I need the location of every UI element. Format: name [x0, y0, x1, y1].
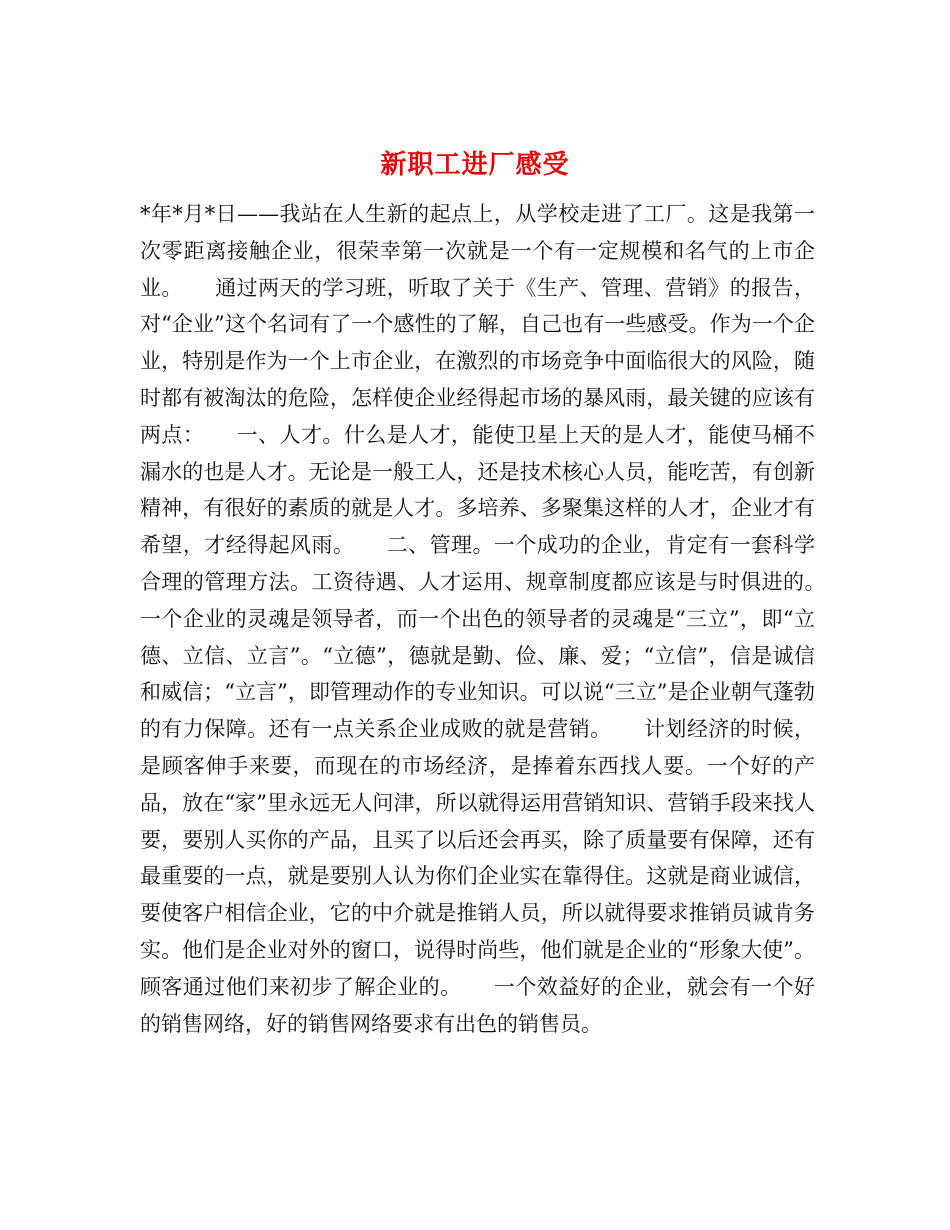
document-body-text: *年*月*日——我站在人生新的起点上，从学校走进了工厂。这是我第一次零距离接触企业，很荣幸第一次就是一个有一定规模和名气的上市企业。 通过两天的学习班，听取了关于《生产、管理、营销》的报告，对“企业”这个名词有了一个感性的了解，自己也有一些感受。作为一个企业，特别是作为一个上市企业，在激烈的市场竞争中面临很大的风险，随时都有被淘汰的危险，怎样使企业经得起市场的暴风雨，最关键的应该有两点： 一、人才。什么是人才，能使卫星上天的是人才，能使马桶不漏水的也是人才。无论是一般工人，还是技术核心人员，能吃苦，有创新精神，有很好的素质的就是人才。多培养、多聚集这样的人才，企业才有希望，才经得起风雨。 二、管理。一个成功的企业，肯定有一套科学合理的管理方法。工资待遇、人才运用、规章制度都应该是与时俱进的。 一个企业的灵魂是领导者，而一个出色的领导者的灵魂是“三立”，即“立德、立信、立言”。“立德”，德就是勤、俭、廉、爱；“立信”，信是诚信和威信；“立言”，即管理动作的专业知识。可以说“三立”是企业朝气蓬勃的有力保障。还有一点关系企业成败的就是营销。 计划经济的时候，是顾客伸手来要，而现在的市场经济，是捧着东西找人要。一个好的产品，放在“家”里永远无人问津，所以就得运用营销知识、营销手段来找人要，要别人买你的产品，且买了以后还会再买，除了质量要有保障，还有最重要的一点，就是要别人认为你们企业实在靠得住。这就是商业诚信，要使客户相信企业，它的中介就是推销人员，所以就得要求推销员诚肯务实。他们是企业对外的窗口，说得时尚些，他们就是企业的“形象大使”。顾客通过他们来初步了解企业的。 一个效益好的企业，就会有一个好的销售网络，好的销售网络要求有出色的销售员。	[140, 202, 857, 1036]
document-title: 新职工进厂感受	[380, 150, 570, 181]
